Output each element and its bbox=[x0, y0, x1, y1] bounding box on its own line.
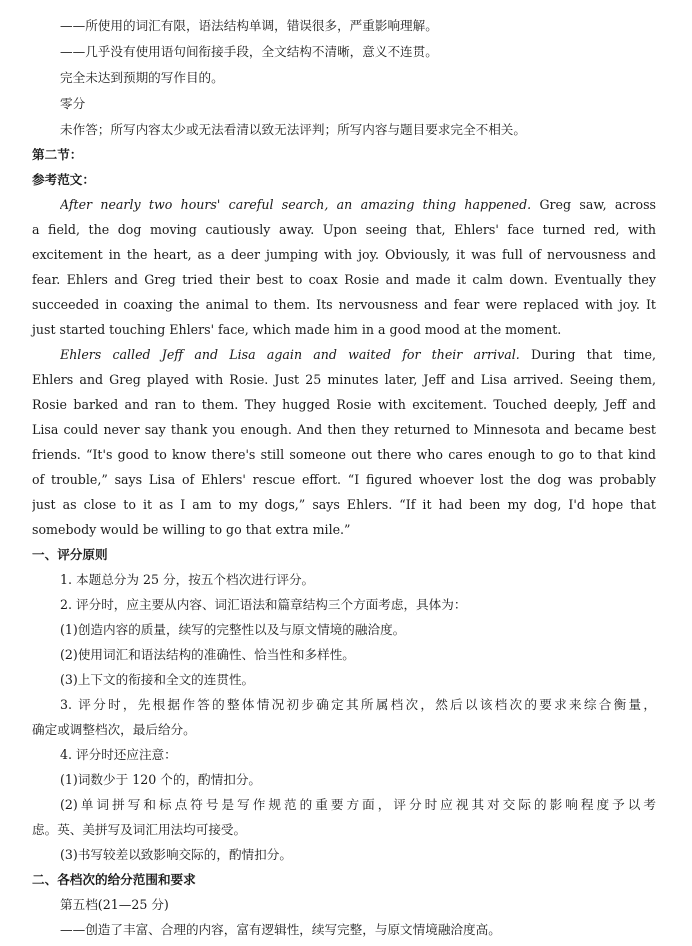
principle-item-1: 1. 本题总分为 25 分，按五个档次进行评分。 bbox=[60, 572, 315, 587]
top-line-1: ——所使用的词汇有限，语法结构单调，错误很多，严重影响理解。 bbox=[60, 18, 438, 33]
principle-item-4b-line-1: (2)单词拼写和标点符号是写作规范的重要方面，评分时应视其对交际的影响程度予以考 bbox=[60, 797, 656, 812]
essay-p2-line-2: Ehlers and Greg played with Rosie. Just 25 minutes later, Jeff and Lisa arrived. Seeing them, bbox=[32, 372, 656, 387]
principle-item-2b: (2)使用词汇和语法结构的准确性、恰当性和多样性。 bbox=[60, 647, 355, 662]
principle-item-4: 4. 评分时还应注意： bbox=[60, 747, 177, 762]
essay-p2-line-3: Rosie barked and ran to them. They hugged Rosie with excitement. Touched deeply, Jeff and bbox=[32, 397, 656, 412]
essay-p2-line-1 bbox=[60, 346, 656, 364]
essay-p2-line-1-rest: During that time, bbox=[519, 347, 656, 362]
essay-p1-line-3: excitement in the heart, as a deer jumping with joy. Obviously, it was full of nervousness and bbox=[32, 247, 656, 262]
essay-p2-lead: Ehlers called Jeff and Lisa again and waited for their arrival. bbox=[60, 347, 520, 362]
level-5-item-1: ——创造了丰富、合理的内容，富有逻辑性，续写完整，与原文情境融洽度高。 bbox=[60, 922, 501, 937]
top-line-4: 零分 bbox=[60, 96, 86, 111]
essay-p2-line-7: just as close to it as I am to my dogs,” says Ehlers. “If it had been my dog, I'd hope that bbox=[32, 497, 656, 512]
principle-item-4c: (3)书写较差以致影响交际的，酌情扣分。 bbox=[60, 847, 292, 862]
principle-item-4a: (1)词数少于 120 个的，酌情扣分。 bbox=[60, 772, 262, 787]
levels-heading: 二、各档次的给分范围和要求 bbox=[32, 872, 196, 887]
principle-item-2: 2. 评分时，应主要从内容、词汇语法和篇章结构三个方面考虑，具体为： bbox=[60, 597, 467, 612]
principle-item-2c: (3)上下文的衔接和全文的连贯性。 bbox=[60, 672, 255, 687]
essay-p1-line-1 bbox=[60, 196, 656, 214]
top-line-3: 完全未达到预期的写作目的。 bbox=[60, 70, 224, 85]
principles-heading: 一、评分原则 bbox=[32, 547, 108, 562]
essay-p1-line-4: fear. Ehlers and Greg tried their best to coax Rosie and made it calm down. Eventually they bbox=[32, 272, 656, 287]
essay-p1-line-5: succeeded in coaxing the animal to them. Its nervousness and fear were replaced with joy. It bbox=[32, 297, 656, 312]
section2-heading: 第二节： bbox=[32, 147, 83, 162]
sample-essay-heading: 参考范文： bbox=[32, 172, 95, 187]
level-5-title: 第五档(21—25 分) bbox=[60, 897, 169, 912]
essay-p1-line-1-rest: Greg saw, across bbox=[531, 197, 656, 212]
essay-p1-line-6: just started touching Ehlers' face, which made him in a good mood at the moment. bbox=[32, 322, 562, 337]
essay-p2-line-6: of trouble,” says Lisa of Ehlers' rescue effort. “I figured whoever lost the dog was probably bbox=[32, 472, 656, 487]
principle-item-4b-line-2: 虑。英、美拼写及词汇用法均可接受。 bbox=[32, 822, 247, 837]
essay-p2-line-4: Lisa could never say thank you enough. And then they returned to Minnesota and became best bbox=[32, 422, 656, 437]
principle-item-2a: (1)创造内容的质量，续写的完整性以及与原文情境的融洽度。 bbox=[60, 622, 406, 637]
top-line-2: ——几乎没有使用语句间衔接手段，全文结构不清晰，意义不连贯。 bbox=[60, 44, 438, 59]
top-line-5: 未作答；所写内容太少或无法看清以致无法评判；所写内容与题目要求完全不相关。 bbox=[60, 122, 526, 137]
essay-p2-line-5: friends. “It's good to know there's still someone out there who cares enough to go to that kind bbox=[32, 447, 656, 462]
principle-item-3-line-1: 3. 评分时，先根据作答的整体情况初步确定其所属档次，然后以该档次的要求来综合衡量， bbox=[60, 697, 656, 712]
principle-item-3-line-2: 确定或调整档次，最后给分。 bbox=[32, 722, 196, 737]
essay-p1-line-2: a field, the dog moving cautiously away. Upon seeing that, Ehlers' face turned red, with bbox=[32, 222, 656, 237]
essay-p1-lead: After nearly two hours' careful search, an amazing thing happened. bbox=[60, 197, 532, 212]
essay-p2-line-8: somebody would be willing to go that extra mile.” bbox=[32, 522, 351, 537]
